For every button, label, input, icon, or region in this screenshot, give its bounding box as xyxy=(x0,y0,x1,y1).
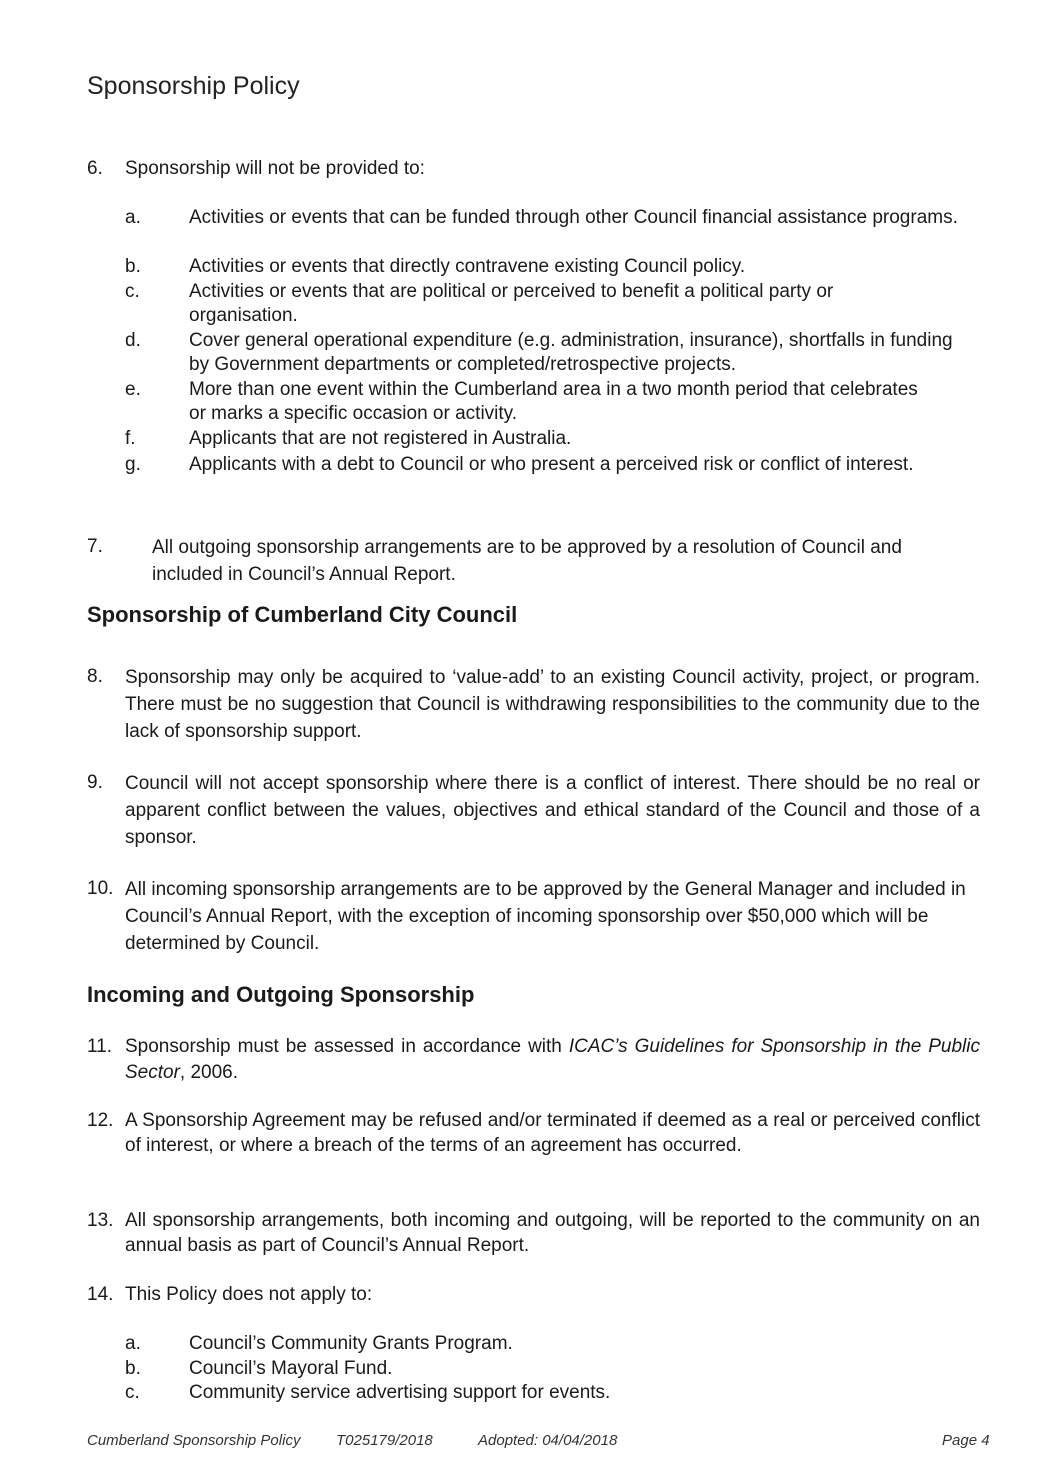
sub-item-letter: a. xyxy=(125,1333,141,1354)
list-item xyxy=(125,1381,985,1406)
item-14-text: This Policy does not apply to: xyxy=(125,1284,373,1305)
sub-item-text: Council’s Community Grants Program. xyxy=(189,1333,513,1354)
sub-item-text: Applicants with a debt to Council or who present a perceived risk or conflict of interest. xyxy=(189,454,914,475)
item-9-text: Council will not accept sponsorship where there is a conflict of interest. There should be no real or apparent conflict between the values, objectives and ethical standard of the Council and those of a sponsor. xyxy=(125,773,980,848)
item-11-number: 11. xyxy=(87,1036,113,1057)
item-12-text: A Sponsorship Agreement may be refused and/or terminated if deemed as a real or perceived conflict of interest, or where a breach of the terms of an agreement has occurred. xyxy=(125,1110,980,1156)
sub-item-letter: d. xyxy=(125,329,141,351)
list-item xyxy=(125,1332,985,1357)
list-item xyxy=(125,378,985,427)
item-6-number: 6. xyxy=(87,158,103,179)
footer-adopted-date: Adopted: 04/04/2018 xyxy=(478,1432,618,1449)
list-item xyxy=(125,206,985,255)
list-item xyxy=(125,427,985,452)
sub-item-letter: c. xyxy=(125,1382,140,1403)
sub-item-text: Cover general operational expenditure (e.g. administration, insurance), shortfalls in funding by Government departments or completed/retrospective projects. xyxy=(189,329,953,375)
item-12-number: 12. xyxy=(87,1110,114,1131)
item-10-number: 10. xyxy=(87,878,114,899)
item-11-text xyxy=(125,1034,980,1086)
sub-item-letter: c. xyxy=(125,280,140,302)
item-8-number: 8. xyxy=(87,666,103,687)
sub-item-text: Activities or events that directly contravene existing Council policy. xyxy=(189,256,746,277)
list-item xyxy=(125,329,985,378)
sub-item-letter: e. xyxy=(125,378,141,400)
sub-item-letter: b. xyxy=(125,1357,141,1379)
sub-item-text: More than one event within the Cumberland area in a two month period that celebrates or marks a specific occasion or activity. xyxy=(189,378,918,424)
item-7-text: All outgoing sponsorship arrangements are to be approved by a resolution of Council and included in Council’s Annual Report. xyxy=(152,537,902,585)
sub-item-letter: f. xyxy=(125,427,136,449)
sub-item-letter: g. xyxy=(125,454,141,475)
section-heading-sponsorship-of-council: Sponsorship of Cumberland City Council xyxy=(87,602,518,627)
footer-policy-name: Cumberland Sponsorship Policy xyxy=(87,1432,301,1449)
item-13-text: All sponsorship arrangements, both incoming and outgoing, will be reported to the community on an annual basis as part of Council’s Annual Report. xyxy=(125,1210,980,1256)
document-header-title: Sponsorship Policy xyxy=(87,72,300,100)
item-6-sublist xyxy=(125,206,985,503)
sub-item-letter: b. xyxy=(125,256,141,277)
item-9-number: 9. xyxy=(87,772,103,793)
sub-item-letter: a. xyxy=(125,207,141,228)
sub-item-text: Activities or events that can be funded through other Council financial assistance programs. xyxy=(189,207,958,228)
sub-item-text: Community service advertising support for events. xyxy=(189,1382,611,1403)
sub-item-text: Activities or events that are political or perceived to benefit a political party or organisation. xyxy=(189,280,834,326)
item-6-text: Sponsorship will not be provided to: xyxy=(125,158,425,179)
sub-item-text: Applicants that are not registered in Australia. xyxy=(189,427,572,449)
item-11-text-pre: Sponsorship must be assessed in accordance with xyxy=(125,1036,569,1057)
item-10-text: All incoming sponsorship arrangements are to be approved by the General Manager and included in Council’s Annual Report, with the exception of incoming sponsorship over $50,000 which will be determined by Council. xyxy=(125,879,966,954)
list-item xyxy=(125,451,985,503)
item-14-sublist xyxy=(125,1332,985,1406)
item-13-number: 13. xyxy=(87,1210,114,1231)
item-7-number: 7. xyxy=(87,536,103,557)
list-item xyxy=(125,255,985,280)
section-heading-incoming-outgoing: Incoming and Outgoing Sponsorship xyxy=(87,982,475,1007)
item-11-guidelines-title: ICAC’s Guidelines for Sponsorship in the Public Sector xyxy=(125,1036,981,1083)
list-item xyxy=(125,280,985,329)
item-8-text: Sponsorship may only be acquired to ‘value-add’ to an existing Council activity, project, or program. There must be no suggestion that Council is withdrawing responsibilities to the community due to the lack of sponsorship support. xyxy=(125,667,980,742)
item-14-number: 14. xyxy=(87,1284,114,1305)
footer-reference: T025179/2018 xyxy=(336,1432,433,1449)
sub-item-text: Council’s Mayoral Fund. xyxy=(189,1357,393,1379)
item-11-text-post: , 2006. xyxy=(179,1062,239,1083)
footer-page-number: Page 4 xyxy=(942,1432,990,1449)
list-item xyxy=(125,1357,985,1382)
